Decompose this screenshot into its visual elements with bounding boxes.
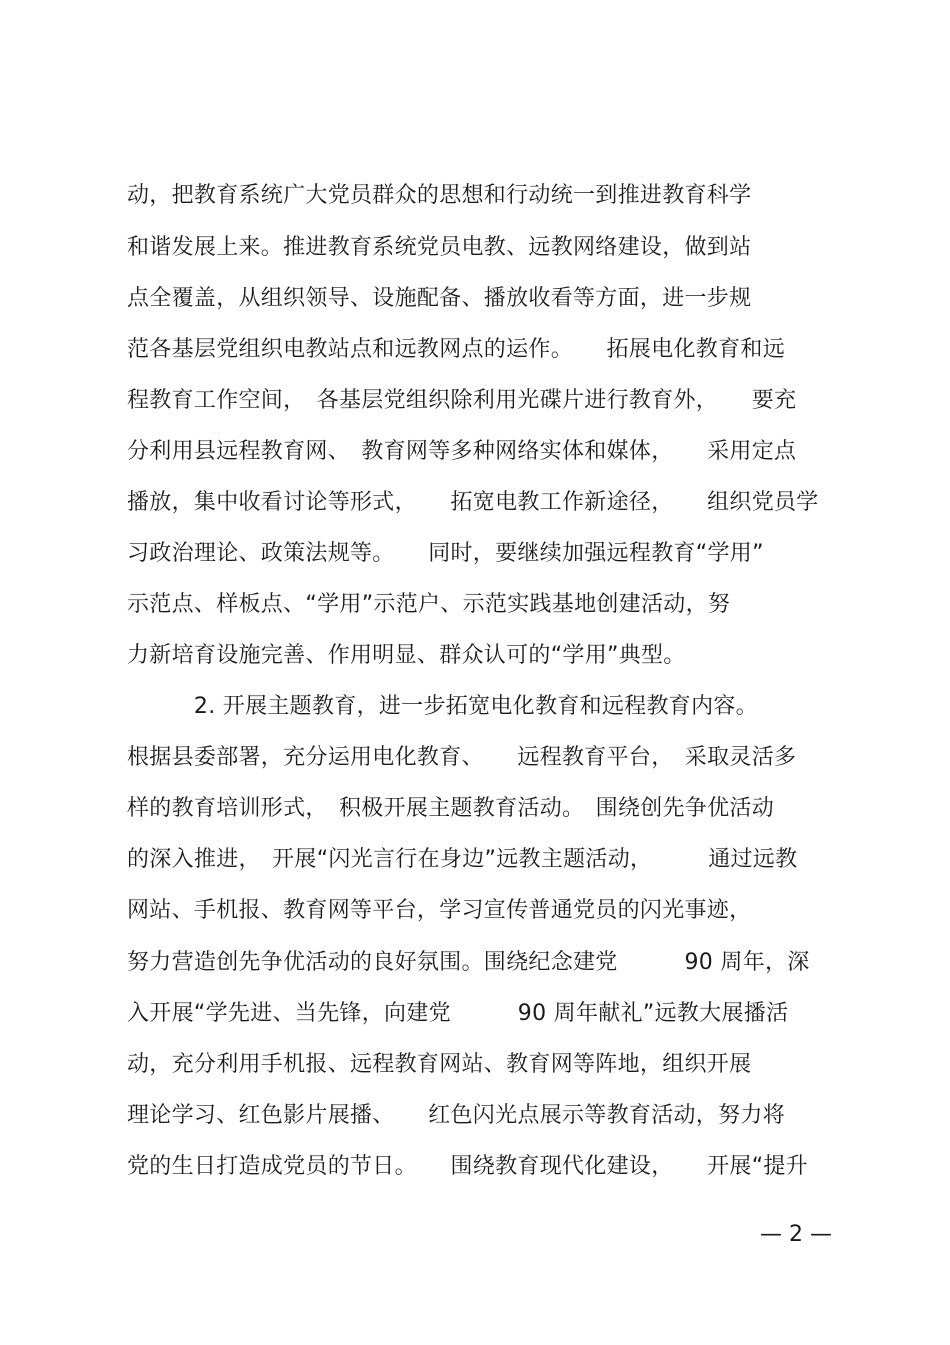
paragraph-line: 分利用县远程教育网、 教育网等多种网络实体和媒体， 采用定点 (127, 439, 797, 464)
paragraph-line: 范各基层党组织电教站点和远教网点的运作。 拓展电化教育和远 (127, 337, 786, 362)
paragraph-line: 动，把教育系统广大党员群众的思想和行动统一到推进教育科学 (127, 183, 752, 208)
paragraph-line: 力新培育设施完善、作用明显、群众认可的“学用”典型。 (127, 643, 686, 668)
paragraph-line: 党的生日打造成党员的节日。 围绕教育现代化建设， 开展“提升 (127, 1154, 808, 1179)
paragraph-line: 根据县委部署，充分运用电化教育、 远程教育平台， 采取灵活多 (127, 745, 797, 770)
paragraph-line: 动，充分利用手机报、远程教育网站、教育网等阵地，组织开展 (127, 1052, 752, 1077)
paragraph-line: 播放，集中收看讨论等形式， 拓宽电教工作新途径， 组织党员学 (127, 490, 819, 515)
paragraph-line: 入开展“学先进、当先锋，向建党 90 周年献礼”远教大展播活 (127, 1001, 789, 1026)
paragraph-line: 习政治理论、政策法规等。 同时，要继续加强远程教育“学用” (127, 541, 764, 566)
section-heading-line: 2. 开展主题教育，进一步拓宽电化教育和远程教育内容。 (127, 694, 758, 719)
paragraph-line: 理论学习、红色影片展播、 红色闪光点展示等教育活动，努力将 (127, 1103, 786, 1128)
paragraph-line: 程教育工作空间， 各基层党组织除利用光碟片进行教育外， 要充 (127, 388, 797, 413)
paragraph-line: 点全覆盖，从组织领导、设施配备、播放收看等方面，进一步规 (127, 286, 752, 311)
paragraph-line: 示范点、样板点、“学用”示范户、示范实践基地创建活动，努 (127, 592, 731, 617)
paragraph-line: 努力营造创先争优活动的良好氛围。围绕纪念建党 90 周年，深 (127, 950, 810, 975)
paragraph-line: 和谐发展上来。推进教育系统党员电教、远教网络建设，做到站 (127, 235, 752, 260)
paragraph-line: 样的教育培训形式， 积极开展主题教育活动。 围绕创先争优活动 (127, 796, 775, 821)
paragraph-line: 网站、手机报、教育网等平台，学习宣传普通党员的闪光事迹， (127, 898, 752, 923)
paragraph-line: 的深入推进， 开展“闪光言行在身边”远教主题活动， 通过远教 (127, 847, 798, 872)
page-number: — 2 — (760, 1222, 832, 1247)
